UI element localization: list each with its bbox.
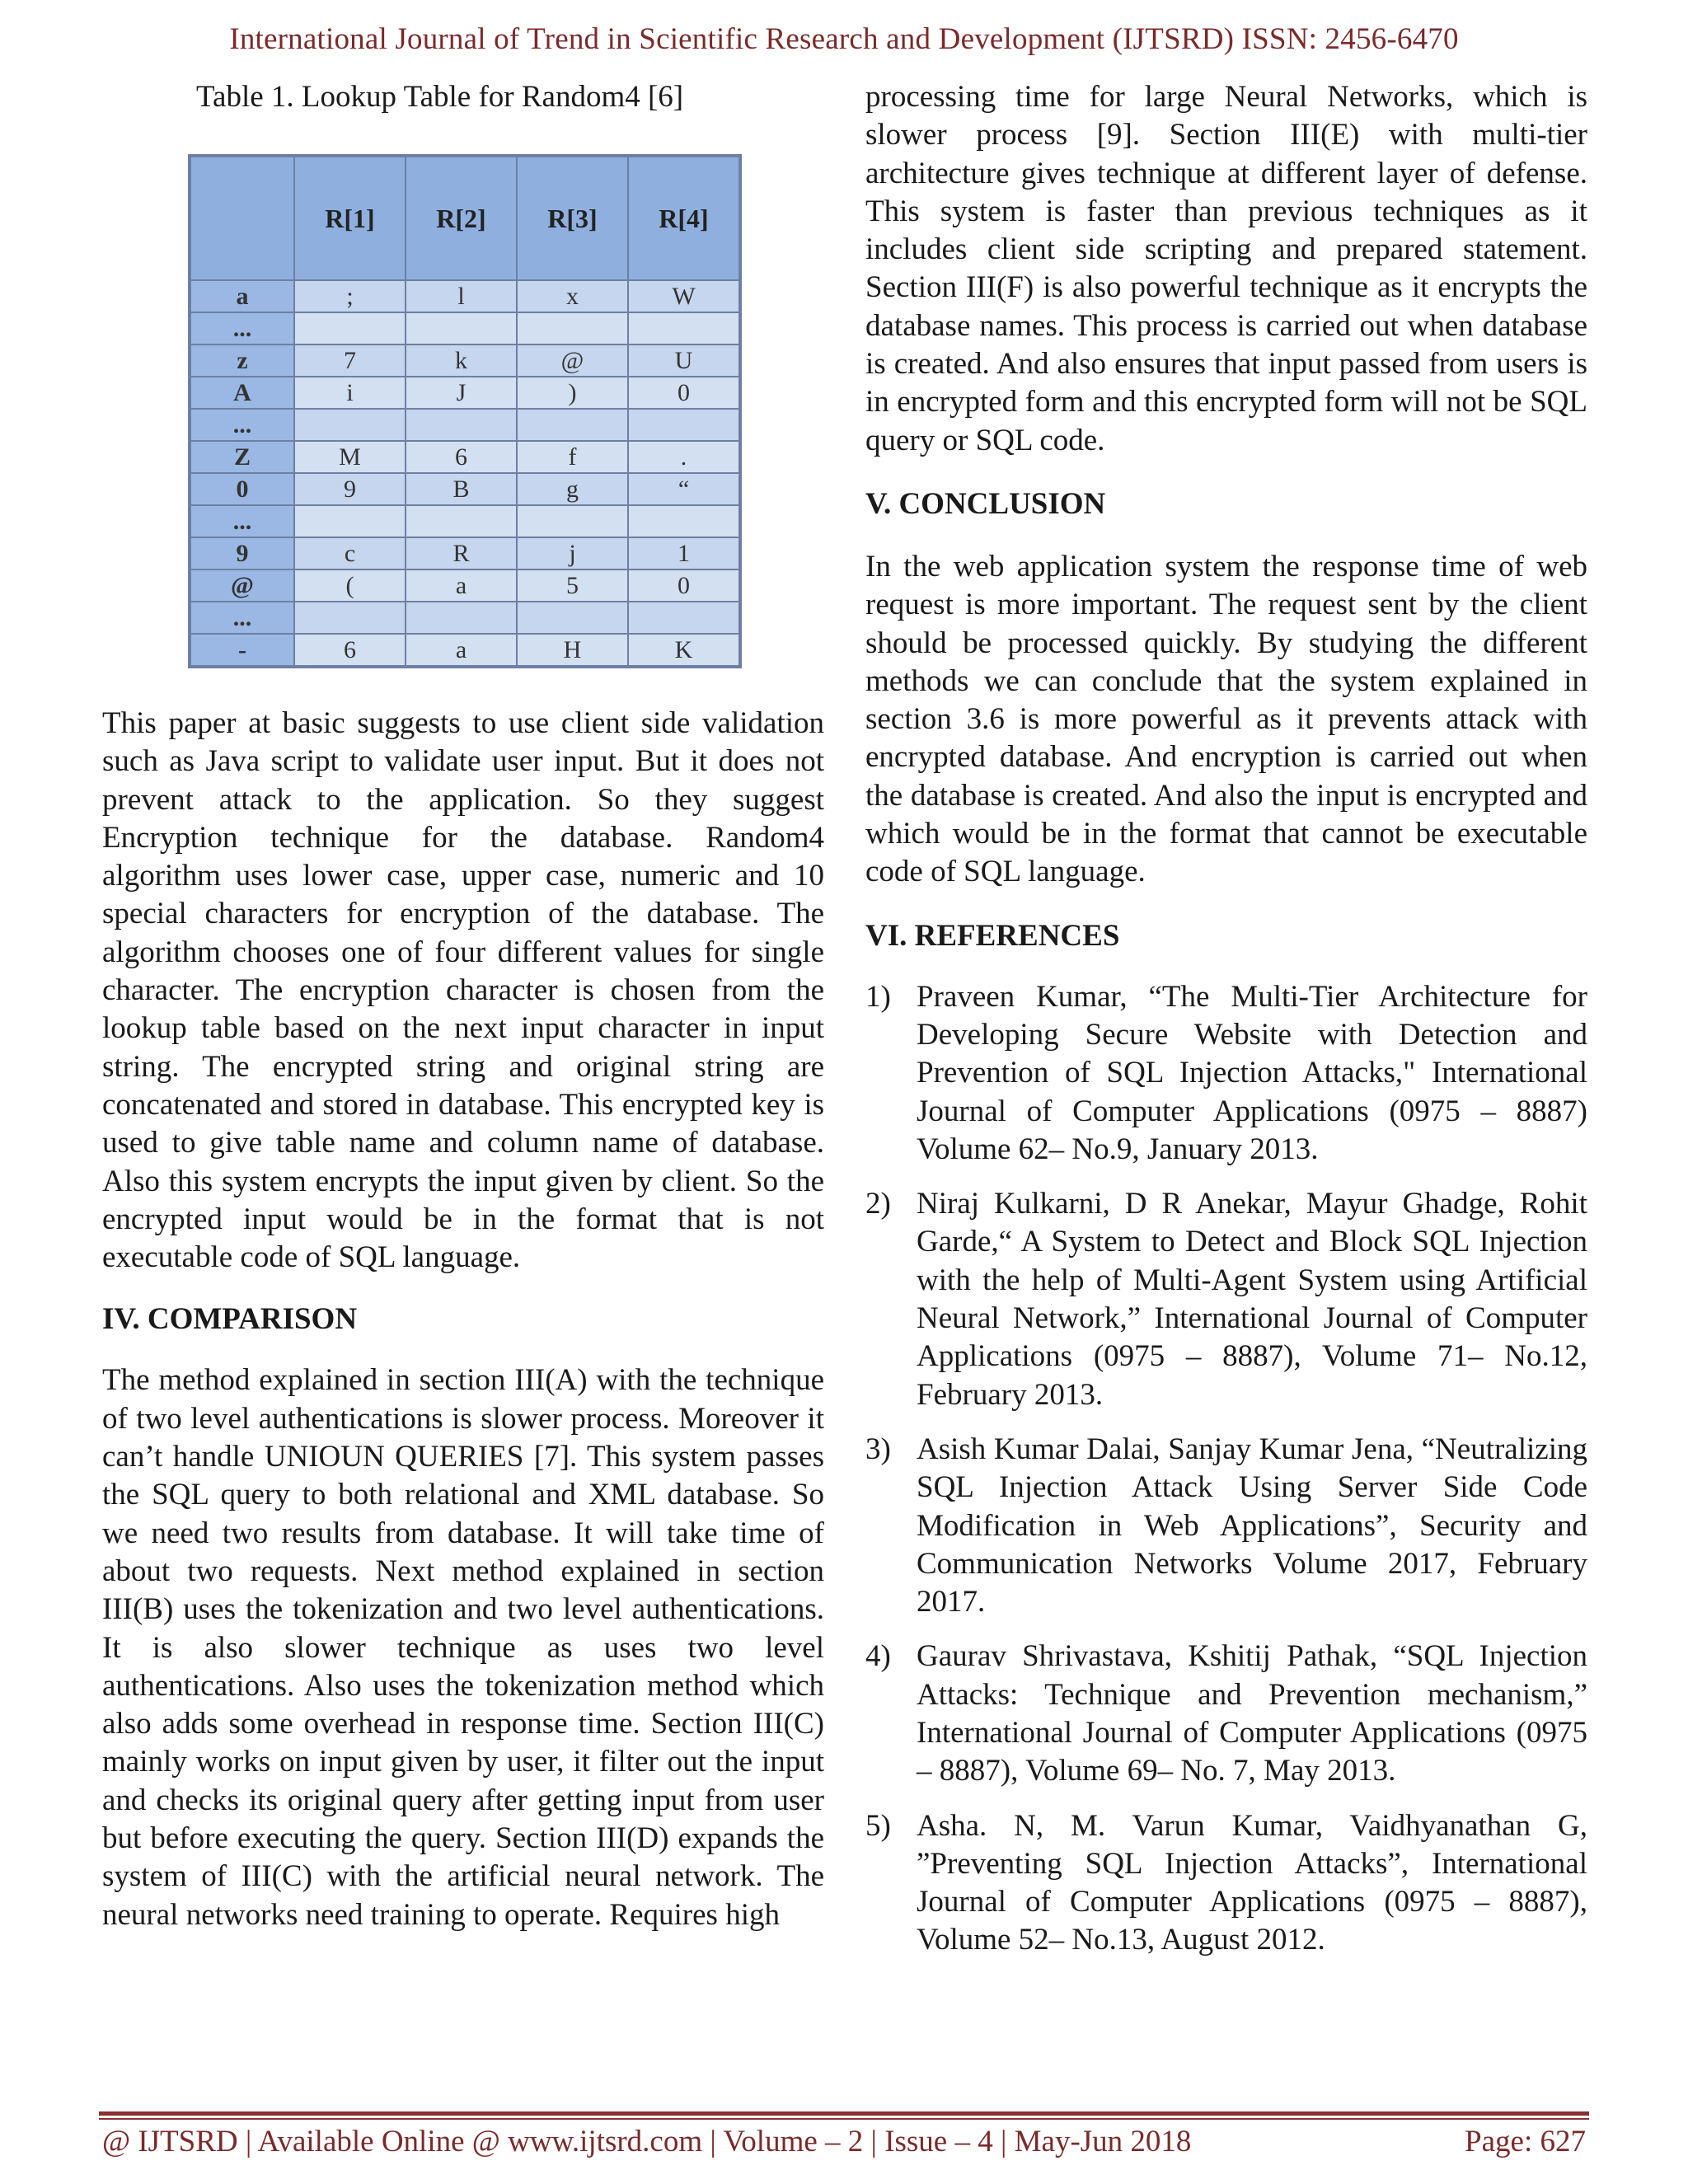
journal-header: International Journal of Trend in Scientific Research and Development (IJTSRD) ISSN: 2456-6470 bbox=[229, 22, 1459, 56]
table-cell: U bbox=[628, 344, 739, 377]
table-row-key: Z bbox=[190, 441, 294, 473]
table-cell: c bbox=[294, 537, 406, 569]
table-cell: 6 bbox=[406, 441, 517, 473]
page-number: Page: 627 bbox=[1465, 2125, 1586, 2158]
table-header-cell: R[1] bbox=[294, 157, 406, 280]
table-cell: J bbox=[406, 377, 517, 409]
table-cell bbox=[628, 409, 739, 441]
table-cell: 1 bbox=[628, 537, 739, 569]
table-row-key: 9 bbox=[190, 537, 294, 569]
table-row bbox=[190, 473, 739, 505]
table-row-key: A bbox=[190, 377, 294, 409]
table-cell bbox=[294, 312, 406, 344]
table-row-key: ... bbox=[190, 312, 294, 344]
table-cell: x bbox=[517, 280, 628, 312]
table-cell bbox=[628, 312, 739, 344]
heading-conclusion: V. CONCLUSION bbox=[865, 486, 1106, 521]
table-row-key: @ bbox=[190, 569, 294, 602]
table-header-row bbox=[190, 157, 739, 280]
footer-info: @ IJTSRD | Available Online @ www.ijtsrd.com | Volume – 2 | Issue – 4 | May-Jun 2018 bbox=[102, 2125, 1192, 2158]
reference-text: Niraj Kulkarni, D R Anekar, Mayur Ghadge, Rohit Garde,“ A System to Detect and Block SQL Injection with the help of Multi-Agent System using Artificial Neural Network,” International Journal of Computer Applications (0975 – 8887), Volume 71– No.12, February 2013. bbox=[917, 1187, 1587, 1412]
table-cell: K bbox=[628, 634, 739, 666]
table-cell: @ bbox=[517, 344, 628, 377]
table-header-cell: R[2] bbox=[406, 157, 517, 280]
reference-number: 5) bbox=[865, 1808, 891, 1843]
heading-comparison: IV. COMPARISON bbox=[102, 1302, 358, 1337]
reference-item bbox=[865, 1807, 1587, 1960]
table-cell bbox=[628, 505, 739, 537]
reference-text: Asish Kumar Dalai, Sanjay Kumar Jena, “Neutralizing SQL Injection Attack Using Server Side Code Modification in Web Applications”, Security and Communication Networks Volume 2017, February 2017. bbox=[917, 1432, 1587, 1619]
table-cell bbox=[294, 602, 406, 634]
reference-number: 1) bbox=[865, 979, 891, 1014]
table-cell bbox=[406, 505, 517, 537]
left-column bbox=[102, 705, 824, 1934]
reference-item bbox=[865, 978, 1587, 1169]
table-cell bbox=[294, 505, 406, 537]
paragraph-conclusion: In the web application system the response time of web request is more important. The request sent by the client should be processed quickly. By studying the different methods we can conclude that the system explained in section 3.6 is more powerful as it prevents attack with encrypted database. And encryption is carried out when the database is created. And also the input is encrypted and which would be in the format that cannot be executable code of SQL language. bbox=[865, 549, 1587, 889]
table-row bbox=[190, 312, 739, 344]
table-cell: 5 bbox=[517, 569, 628, 602]
table-cell bbox=[406, 602, 517, 634]
table-cell: ; bbox=[294, 280, 406, 312]
reference-number: 4) bbox=[865, 1639, 891, 1674]
table-row bbox=[190, 537, 739, 569]
table-cell: j bbox=[517, 537, 628, 569]
paragraph-random4: This paper at basic suggests to use client side validation such as Java script to validate user input. But it does not prevent attack to the application. So they suggest Encryption technique for the database. Random4 algorithm uses lower case, upper case, numeric and 10 special characters for encryption of the database. The algorithm chooses one of four different values for single character. The encryption character is chosen from the lookup table based on the next input character in input string. The encrypted string and original string are concatenated and stored in database. This encrypted key is used to give table name and column name of database. Also this system encrypts the input given by client. So the encrypted input would be in the format that is not executable code of SQL language. bbox=[102, 706, 824, 1275]
table-cell: 7 bbox=[294, 344, 406, 377]
table-cell: B bbox=[406, 473, 517, 505]
table-row-key: 0 bbox=[190, 473, 294, 505]
paragraph-continued: processing time for large Neural Networks, which is slower process [9]. Section III(E) with multi-tier architecture gives technique at different layer of defense. This system is faster than previous techniques as it includes client side scripting and prepared statement. Section III(F) is also powerful technique as it encrypts the database names. This process is carried out when database is created. And also ensures that input passed from users is in encrypted form and this encrypted form will not be SQL query or SQL code. bbox=[865, 80, 1587, 457]
table-cell bbox=[517, 409, 628, 441]
table-cell: f bbox=[517, 441, 628, 473]
table-cell: ) bbox=[517, 377, 628, 409]
table-row bbox=[190, 441, 739, 473]
table-row-key: z bbox=[190, 344, 294, 377]
table-cell bbox=[406, 312, 517, 344]
table-header-cell: R[3] bbox=[517, 157, 628, 280]
footer-rule-thin bbox=[99, 2118, 1589, 2120]
table-cell bbox=[517, 312, 628, 344]
table-cell: a bbox=[406, 634, 517, 666]
table-row bbox=[190, 409, 739, 441]
table-cell: H bbox=[517, 634, 628, 666]
paragraph-comparison: The method explained in section III(A) with the technique of two level authentications is slower process. Moreover it can’t handle UNIOUN QUERIES [7]. This system passes the SQL query to both relational and XML database. So we need two results from database. It will take time of about two requests. Next method explained in section III(B) uses the tokenization and two level authentications. It is also slower technique as uses two level authentications. Also uses the tokenization method which also adds some overhead in response time. Section III(C) mainly works on input given by user, it filter out the input and checks its original query after getting input from user but before executing the query. Section III(D) expands the system of III(C) with the artificial neural network. The neural networks need training to operate. Requires high bbox=[102, 1363, 824, 1932]
table-cell: . bbox=[628, 441, 739, 473]
table-row-key: a bbox=[190, 280, 294, 312]
table-cell bbox=[517, 505, 628, 537]
table-cell bbox=[294, 409, 406, 441]
table-cell: 6 bbox=[294, 634, 406, 666]
table-row-key: ... bbox=[190, 409, 294, 441]
table-row bbox=[190, 634, 739, 666]
table-row bbox=[190, 569, 739, 602]
table-cell bbox=[406, 409, 517, 441]
table-cell: R bbox=[406, 537, 517, 569]
footer-rule bbox=[99, 2111, 1589, 2116]
table-header-cell bbox=[190, 157, 294, 280]
table-caption: Table 1. Lookup Table for Random4 [6] bbox=[196, 80, 684, 114]
reference-item bbox=[865, 1185, 1587, 1414]
table-cell: k bbox=[406, 344, 517, 377]
table-cell: 0 bbox=[628, 569, 739, 602]
table-row bbox=[190, 344, 739, 377]
table-cell: ( bbox=[294, 569, 406, 602]
reference-number: 3) bbox=[865, 1432, 891, 1466]
table-cell bbox=[517, 602, 628, 634]
reference-number: 2) bbox=[865, 1187, 891, 1221]
table-row-key: ... bbox=[190, 505, 294, 537]
table-cell: 9 bbox=[294, 473, 406, 505]
table-cell: W bbox=[628, 280, 739, 312]
table-cell: “ bbox=[628, 473, 739, 505]
table-row bbox=[190, 602, 739, 634]
reference-text: Praveen Kumar, “The Multi-Tier Architecture for Developing Secure Website with Detection and Prevention of SQL Injection Attacks," International Journal of Computer Applications (0975 – 8887) Volume 62– No.9, January 2013. bbox=[917, 979, 1587, 1166]
reference-text: Asha. N, M. Varun Kumar, Vaidhyanathan G, ”Preventing SQL Injection Attacks”, International Journal of Computer Applications (0975 – 8887), Volume 52– No.13, August 2012. bbox=[917, 1808, 1587, 1957]
table-row bbox=[190, 280, 739, 312]
table-cell: 0 bbox=[628, 377, 739, 409]
table-header-cell: R[4] bbox=[628, 157, 739, 280]
footer bbox=[102, 2124, 1586, 2159]
lookup-table bbox=[188, 154, 742, 668]
right-column bbox=[865, 78, 1587, 1976]
table-cell bbox=[628, 602, 739, 634]
table-cell: M bbox=[294, 441, 406, 473]
table-cell: l bbox=[406, 280, 517, 312]
table-row-key: - bbox=[190, 634, 294, 666]
table-row bbox=[190, 377, 739, 409]
table-cell: g bbox=[517, 473, 628, 505]
heading-references: VI. REFERENCES bbox=[865, 918, 1120, 953]
table-cell: a bbox=[406, 569, 517, 602]
table-cell: i bbox=[294, 377, 406, 409]
table-row-key: ... bbox=[190, 602, 294, 634]
reference-text: Gaurav Shrivastava, Kshitij Pathak, “SQL Injection Attacks: Technique and Prevention mechanism,” International Journal of Computer Applications (0975 – 8887), Volume 69– No. 7, May 2013. bbox=[917, 1639, 1587, 1788]
reference-item bbox=[865, 1431, 1587, 1621]
table-row bbox=[190, 505, 739, 537]
reference-item bbox=[865, 1638, 1587, 1790]
references-list bbox=[865, 978, 1587, 1960]
